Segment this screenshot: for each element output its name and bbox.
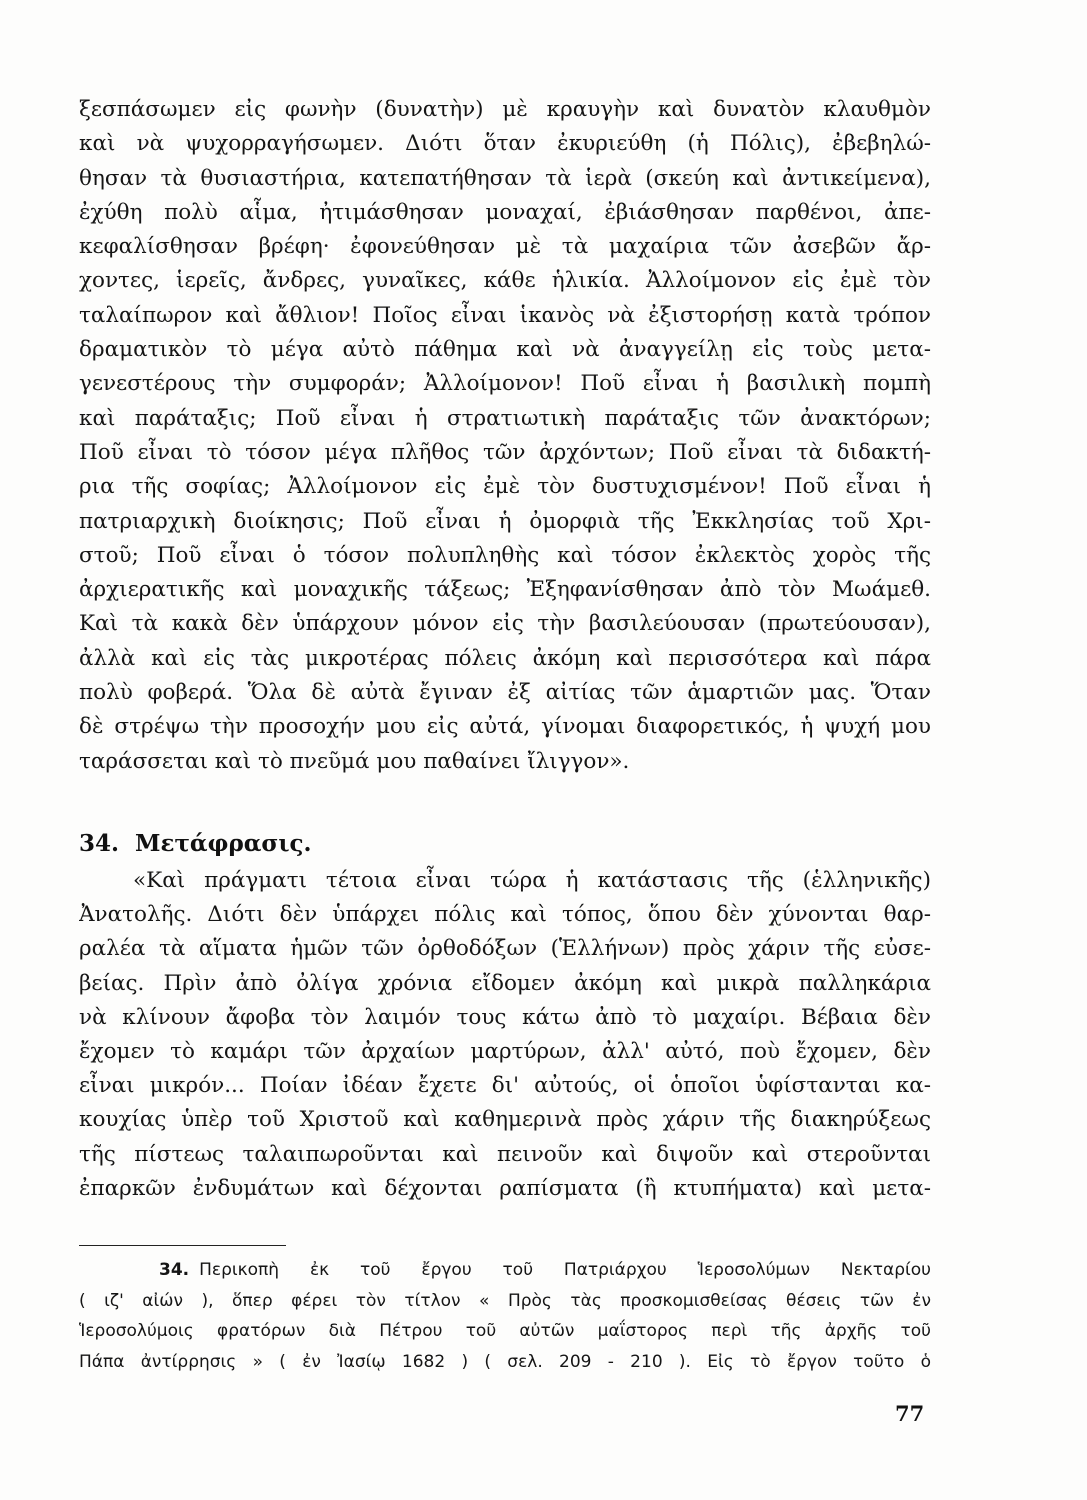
section-line: νὰ κλίνουν ἄφοβα τὸν λαιμόν τους κάτω ἀπὸ τὸ μαχαίρι. Βέβαια δὲν [79,1004,931,1030]
section-line: ραλέα τὰ αἵματα ἡμῶν τῶν ὀρθοδόξων (Ἑλλήνων) πρὸς χάριν τῆς εὐσε- [79,936,931,962]
section-heading [79,824,931,864]
footnote-line: Πάπα ἀντίρρησις » ( ἐν Ἰασίῳ 1682 ) ( σελ. 209 - 210 ). Εἰς τὸ ἔργον τοῦτο ὁ [79,1351,931,1372]
body-line: δραματικὸν τὸ μέγα αὐτὸ πάθημα καὶ νὰ ἀναγγείλῃ εἰς τοὺς μετα- [79,337,931,363]
section-line: κουχίας ὑπὲρ τοῦ Χριστοῦ καὶ καθημερινὰ πρὸς χάριν τῆς διακηρύξεως [79,1107,931,1133]
footnote-divider [79,1245,286,1246]
section-line: Ἀνατολῆς. Διότι δὲν ὑπάρχει πόλις καὶ τόπος, ὅπου δὲν χύνονται θαρ- [79,902,931,928]
body-text [79,93,931,779]
body-line: γενεστέρους τὴν συμφοράν; Ἀλλοίμονον! Ποῦ εἶναι ἡ βασιλικὴ πομπὴ [79,371,931,397]
body-line: πολὺ φοβερά. Ὅλα δὲ αὐτὰ ἔγιναν ἐξ αἰτίας τῶν ἁμαρτιῶν μας. Ὅταν [79,680,931,706]
body-line: δὲ στρέψω τὴν προσοχήν μου εἰς αὐτά, γίνομαι διαφορετικός, ἡ ψυχή μου [79,714,931,740]
section-line: «Καὶ πράγματι τέτοια εἶναι τώρα ἡ κατάστασις τῆς (ἑλληνικῆς) [133,868,931,893]
body-line: πατριαρχικὴ διοίκησις; Ποῦ εἶναι ἡ ὀμορφιὰ τῆς Ἐκκλησίας τοῦ Χρι- [79,508,931,534]
body-line: καὶ παράταξις; Ποῦ εἶναι ἡ στρατιωτικὴ παράταξις τῶν ἀνακτόρων; [79,405,931,431]
section-34 [79,824,931,1206]
body-line: Καὶ τὰ κακὰ δὲν ὑπάρχουν μόνον εἰς τὴν βασιλεύουσαν (πρωτεύουσαν), [79,611,931,637]
body-line: χοντες, ἱερεῖς, ἄνδρες, γυναῖκες, κάθε ἡλικία. Ἀλλοίμονον εἰς ἐμὲ τὸν [79,268,931,294]
footnote [79,1255,931,1377]
body-line: καὶ νὰ ψυχορραγήσωμεν. Διότι ὅταν ἐκυριεύθη (ἡ Πόλις), ἐβεβηλώ- [79,131,931,157]
body-line: κεφαλίσθησαν βρέφη· ἐφονεύθησαν μὲ τὰ μαχαίρια τῶν ἀσεβῶν ἄρ- [79,234,931,260]
body-line: θησαν τὰ θυσιαστήρια, κατεπατήθησαν τὰ ἱερὰ (σκεύη καὶ ἀντικείμενα), [79,165,931,191]
body-line: ἀρχιερατικῆς καὶ μοναχικῆς τάξεως; Ἐξηφανίσθησαν ἀπὸ τὸν Μωάμεθ. [79,577,931,603]
footnote-line [79,1255,931,1286]
section-line: τῆς πίστεως ταλαιπωροῦνται καὶ πεινοῦν καὶ διψοῦν καὶ στεροῦνται [79,1141,931,1167]
section-line: βείας. Πρὶν ἀπὸ ὀλίγα χρόνια εἴδομεν ἀκόμη καὶ μικρὰ παλληκάρια [79,970,931,996]
section-line: ἔχομεν τὸ καμάρι τῶν ἀρχαίων μαρτύρων, ἀλλ' αὐτό, ποὺ ἔχομεν, δὲν [79,1038,931,1064]
section-title: Μετάφρασις. [135,830,312,857]
section-line: ἐπαρκῶν ἐνδυμάτων καὶ δέχονται ραπίσματα (ἢ κτυπήματα) καὶ μετα- [79,1175,931,1201]
body-line: ξεσπάσωμεν εἰς φωνὴν (δυνατὴν) μὲ κραυγὴν καὶ δυνατὸν κλαυθμὸν [79,97,931,122]
body-line: ταράσσεται καὶ τὸ πνεῦμά μου παθαίνει ἴλιγγον». [79,748,630,774]
body-line: Ποῦ εἶναι τὸ τόσον μέγα πλῆθος τῶν ἀρχόντων; Ποῦ εἶναι τὰ διδακτή- [79,439,931,465]
page-number: 77 [895,1401,925,1426]
body-line: ρια τῆς σοφίας; Ἀλλοίμονον εἰς ἐμὲ τὸν δυστυχισμένον! Ποῦ εἶναι ἡ [79,474,931,500]
footnote-line: Ἱεροσολύμοις φρατόρων διὰ Πέτρου τοῦ αὐτῶν μαΐστορος περὶ τῆς ἀρχῆς τοῦ [79,1321,931,1341]
footnote-number: 34. [159,1260,190,1280]
section-number: 34. [79,830,120,857]
section-text [79,864,931,1206]
footnote-text: Περικοπὴ ἐκ τοῦ ἔργου τοῦ Πατριάρχου Ἱεροσολύμων Νεκταρίου [199,1260,931,1280]
body-line: ἐχύθη πολὺ αἷμα, ἠτιμάσθησαν μοναχαί, ἐβιάσθησαν παρθένοι, ἀπε- [79,199,931,225]
section-line: εἶναι μικρόν... Ποίαν ἰδέαν ἔχετε δι' αὐτούς, οἱ ὁποῖοι ὑφίστανται κα- [79,1073,931,1099]
footnote-line: ( ιζ' αἰών ), ὅπερ φέρει τὸν τίτλον « Πρὸς τὰς προσκομισθείσας θέσεις τῶν ἐν [79,1290,931,1311]
body-line: ταλαίπωρον καὶ ἄθλιον! Ποῖος εἶναι ἱκανὸς νὰ ἐξιστορήσῃ κατὰ τρόπον [79,302,931,328]
body-line: ἀλλὰ καὶ εἰς τὰς μικροτέρας πόλεις ἀκόμη καὶ περισσότερα καὶ πάρα [79,645,931,671]
body-line: στοῦ; Ποῦ εἶναι ὁ τόσον πολυπληθὴς καὶ τόσον ἐκλεκτὸς χορὸς τῆς [79,542,931,568]
